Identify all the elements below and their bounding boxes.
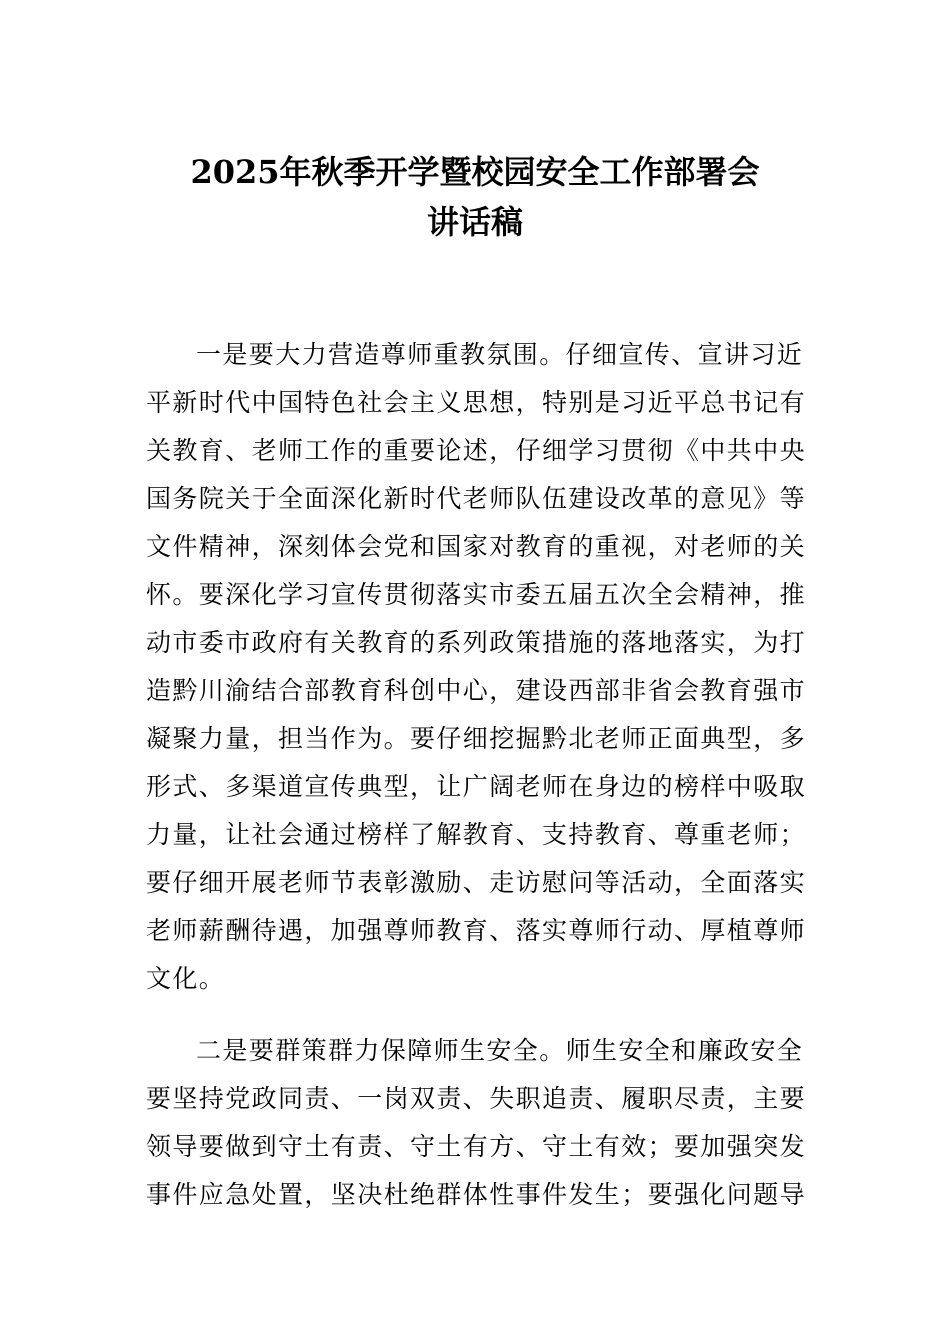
paragraph-line: 怀。要深化学习宣传贯彻落实市委五届五次全会精神，推 (146, 580, 807, 609)
paragraph-line: 形式、多渠道宣传典型，让广阔老师在身边的榜样中吸取 (146, 772, 807, 801)
document-title-line-2: 讲话稿 (426, 203, 523, 241)
paragraph-line: 凝聚力量，担当作为。要仔细挖掘黔北老师正面典型，多 (146, 724, 807, 753)
paragraph-line: 文化。 (146, 964, 226, 993)
paragraph-1 (146, 335, 812, 1015)
paragraph-line: 关教育、老师工作的重要论述，仔细学习贯彻《中共中央 (146, 436, 807, 465)
paragraph-line: 力量，让社会通过榜样了解教育、支持教育、尊重老师； (146, 820, 807, 849)
paragraph-line: 要坚持党政同责、一岗双责、失职追责、履职尽责，主要 (146, 1084, 807, 1113)
paragraph-line: 文件精神，深刻体会党和国家对教育的重视，对老师的关 (146, 532, 807, 561)
paragraph-2 (146, 1031, 812, 1231)
paragraph-line: 事件应急处置，坚决杜绝群体性事件发生；要强化问题导 (146, 1180, 807, 1209)
paragraph-line: 动市委市政府有关教育的系列政策措施的落地落实，为打 (146, 628, 807, 657)
paragraph-line: 一是要大力营造尊师重教氛围。仔细宣传、宣讲习近 (196, 340, 804, 369)
paragraph-line: 要仔细开展老师节表彰激励、走访慰问等活动，全面落实 (146, 868, 807, 897)
paragraph-line: 造黔川渝结合部教育科创中心，建设西部非省会教育强市 (146, 676, 807, 705)
document-title-line-1: 2025年秋季开学暨校园安全工作部署会 (190, 153, 760, 191)
paragraph-line: 二是要群策群力保障师生安全。师生安全和廉政安全 (196, 1036, 804, 1065)
paragraph-line: 国务院关于全面深化新时代老师队伍建设改革的意见》等 (146, 484, 807, 513)
paragraph-line: 领导要做到守土有责、守土有方、守土有效；要加强突发 (146, 1132, 807, 1161)
paragraph-line: 平新时代中国特色社会主义思想，特别是习近平总书记有 (146, 388, 807, 417)
paragraph-line: 老师薪酬待遇，加强尊师教育、落实尊师行动、厚植尊师 (146, 916, 807, 945)
